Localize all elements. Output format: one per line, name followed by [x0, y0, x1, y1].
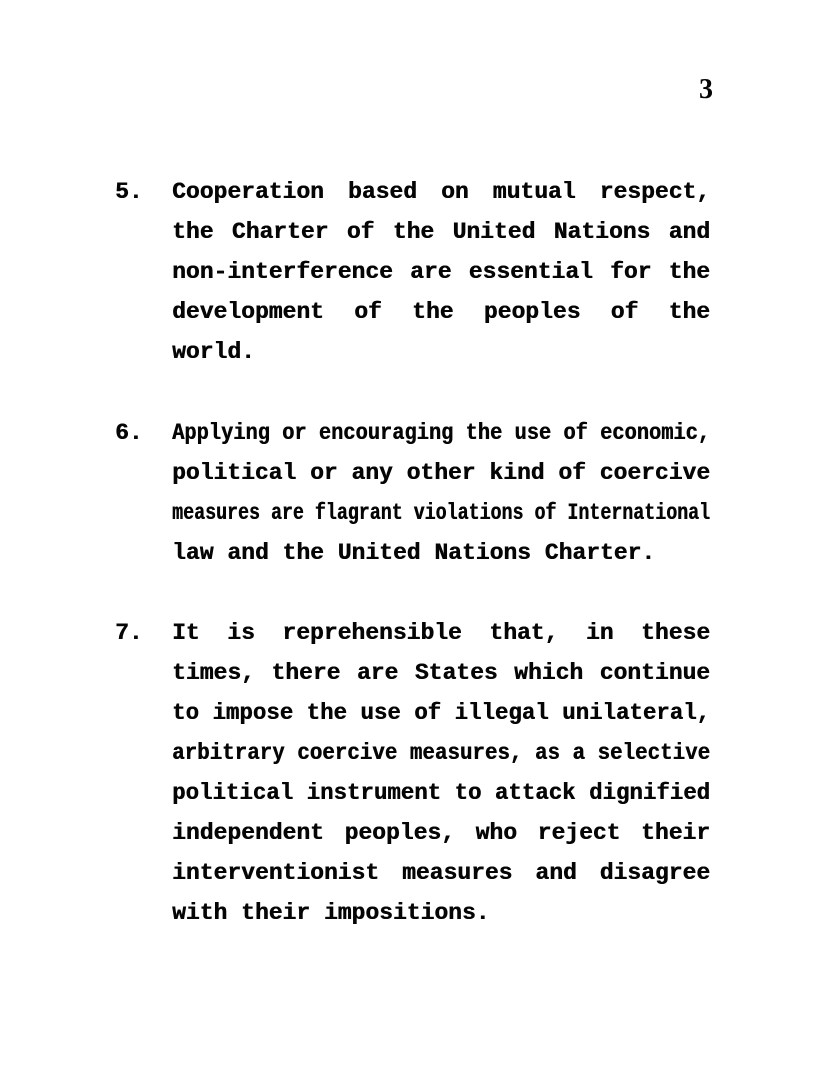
- paragraph-7: [115, 613, 710, 933]
- paragraph-number: 5.: [115, 179, 143, 205]
- paragraph-line: [172, 252, 710, 292]
- paragraph-line-text: arbitrary coercive measures, as a selective: [172, 740, 710, 766]
- paragraph-line-text: measures are flagrant violations of International: [172, 500, 710, 526]
- paragraph-line-text: Cooperation based on mutual respect,: [172, 179, 710, 205]
- paragraph-line-text: non-interference are essential for the: [172, 259, 710, 285]
- page-number: 3: [699, 74, 713, 105]
- paragraph-line-text: political or any other kind of coercive: [172, 460, 710, 486]
- paragraph-line-text: world.: [172, 339, 255, 365]
- paragraph-body: [172, 172, 710, 372]
- paragraph-line: [172, 693, 710, 733]
- paragraph-line: [172, 773, 710, 813]
- paragraph-line: [172, 893, 710, 933]
- paragraph-line: [172, 292, 710, 332]
- paragraph-line-text: to impose the use of illegal unilateral,: [172, 700, 710, 726]
- paragraph-line-text: law and the United Nations Charter.: [172, 540, 656, 566]
- paragraph-line: [172, 212, 710, 252]
- paragraph-line: [172, 493, 710, 533]
- paragraph-number: 6.: [115, 420, 143, 446]
- paragraph-line-text: development of the peoples of the: [172, 299, 710, 325]
- paragraph-line: [172, 813, 710, 853]
- paragraph-line-text: the Charter of the United Nations and: [172, 219, 710, 245]
- paragraph-line: [172, 413, 710, 453]
- paragraph-line: [172, 733, 710, 773]
- paragraph-line: [172, 653, 710, 693]
- paragraph-line: [172, 332, 710, 372]
- paragraph-line: [172, 172, 710, 212]
- paragraph-line-text: with their impositions.: [172, 900, 490, 926]
- paragraph-line: [172, 453, 710, 493]
- paragraph-line: [172, 533, 710, 573]
- paragraph-body: [172, 613, 710, 933]
- paragraph-line: [172, 613, 710, 653]
- paragraph-line-text: independent peoples, who reject their: [172, 820, 710, 846]
- paragraph-body: [172, 413, 710, 573]
- paragraph-line-text: interventionist measures and disagree: [172, 860, 710, 886]
- paragraph-5: [115, 172, 710, 372]
- paragraph-line-text: political instrument to attack dignified: [172, 780, 710, 806]
- paragraph-line: [172, 853, 710, 893]
- paragraph-line-text: Applying or encouraging the use of economic,: [172, 420, 710, 446]
- paragraph-line-text: It is reprehensible that, in these: [172, 620, 710, 646]
- paragraph-6: [115, 413, 710, 573]
- paragraph-number: 7.: [115, 620, 143, 646]
- paragraph-line-text: times, there are States which continue: [172, 660, 710, 686]
